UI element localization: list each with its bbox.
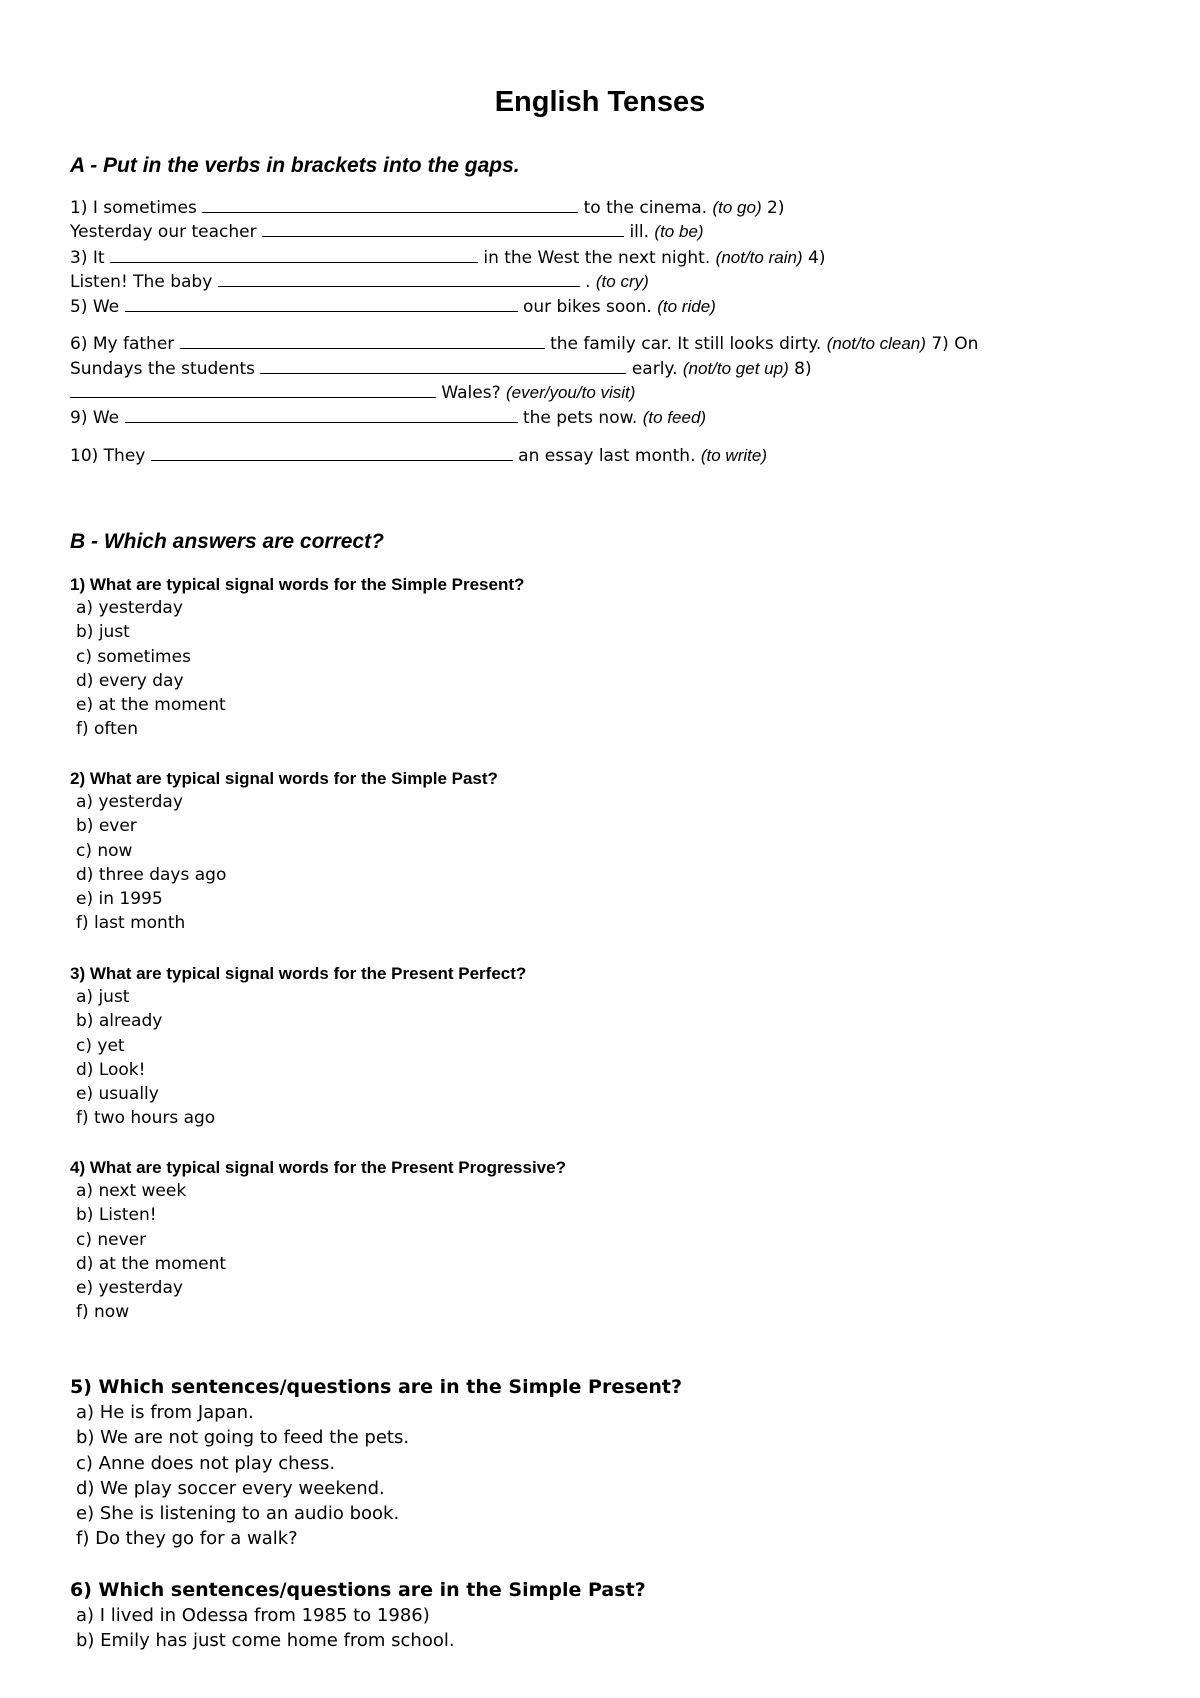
gap-5[interactable] — [125, 297, 518, 312]
gap-4[interactable] — [218, 272, 580, 287]
option[interactable]: b) We are not going to feed the pets. — [76, 1427, 410, 1449]
page-title: English Tenses — [494, 86, 706, 118]
option[interactable]: d) Look! — [76, 1059, 146, 1080]
option[interactable]: b) just — [76, 622, 130, 643]
question-5: 5) Which sentences/questions are in the Simple Present? — [70, 1376, 683, 1398]
gap-line-9: 9) We the pets now. (to feed) — [70, 408, 707, 428]
gap-line-6: 6) My father the family car. It still looks dirty. (not/to clean) 7) On — [70, 334, 979, 354]
option[interactable]: e) She is listening to an audio book. — [76, 1503, 400, 1525]
option[interactable]: a) next week — [76, 1181, 187, 1201]
option[interactable]: c) now — [76, 840, 133, 861]
option[interactable]: c) yet — [76, 1035, 125, 1056]
section-a-heading: A - Put in the verbs in brackets into the gaps. — [70, 154, 520, 177]
gap-line-4: Listen! The baby . (to cry) — [70, 272, 649, 292]
option[interactable]: f) last month — [76, 913, 186, 934]
gap-line-3: 3) It in the West the next night. (not/to rain) 4) — [70, 248, 826, 268]
gap-10[interactable] — [151, 446, 513, 461]
gap-8[interactable] — [70, 383, 436, 398]
option[interactable]: f) often — [76, 719, 139, 740]
question-6-options — [76, 1603, 455, 1654]
option[interactable]: b) already — [76, 1011, 163, 1032]
option[interactable]: f) now — [76, 1302, 130, 1323]
question-1: 1) What are typical signal words for the Simple Present? — [70, 575, 525, 594]
option[interactable]: b) Emily has just come home from school. — [76, 1630, 455, 1652]
option[interactable]: a) He is from Japan. — [76, 1402, 254, 1423]
question-4: 4) What are typical signal words for the Present Progressive? — [70, 1158, 566, 1177]
gap-9[interactable] — [125, 408, 518, 423]
question-2-options — [76, 790, 226, 936]
gap-1[interactable] — [202, 198, 578, 213]
option[interactable]: f) Do they go for a walk? — [76, 1528, 298, 1550]
option[interactable]: e) at the moment — [76, 695, 226, 716]
gap-line-8: Wales? (ever/you/to visit) — [70, 382, 635, 404]
gap-7[interactable] — [260, 359, 626, 374]
option[interactable]: d) We play soccer every weekend. — [76, 1477, 385, 1499]
question-1-options — [76, 596, 226, 742]
option[interactable]: e) usually — [76, 1084, 159, 1105]
option[interactable]: e) yesterday — [76, 1278, 183, 1299]
question-3-options — [76, 985, 215, 1131]
option[interactable]: c) Anne does not play chess. — [76, 1452, 336, 1474]
gap-line-7: Sundays the students early. (not/to get up) 8) — [70, 359, 812, 379]
question-6: 6) Which sentences/questions are in the Simple Past? — [70, 1579, 646, 1601]
option[interactable]: a) just — [76, 987, 130, 1007]
option[interactable]: b) Listen! — [76, 1205, 157, 1226]
gap-line-10: 10) They an essay last month. (to write) — [70, 446, 767, 466]
gap-3[interactable] — [110, 248, 478, 263]
gap-2[interactable] — [262, 222, 624, 237]
gap-line-5: 5) We our bikes soon. (to ride) — [70, 297, 716, 317]
option[interactable]: e) in 1995 — [76, 889, 163, 910]
option[interactable]: b) ever — [76, 816, 137, 837]
question-5-options — [76, 1400, 409, 1552]
question-3: 3) What are typical signal words for the Present Perfect? — [70, 964, 527, 983]
section-b-heading: B - Which answers are correct? — [70, 530, 384, 553]
option[interactable]: d) three days ago — [76, 864, 227, 885]
option[interactable]: d) every day — [76, 670, 184, 691]
gap-line-2: Yesterday our teacher ill. (to be) — [70, 222, 704, 242]
option[interactable]: d) at the moment — [76, 1253, 227, 1274]
gap-line-1: 1) I sometimes to the cinema. (to go) 2) — [70, 198, 785, 218]
option[interactable]: a) yesterday — [76, 792, 183, 812]
option[interactable]: a) I lived in Odessa from 1985 to 1986) — [76, 1605, 430, 1626]
option[interactable]: f) two hours ago — [76, 1108, 216, 1129]
gap-6[interactable] — [180, 334, 545, 349]
option[interactable]: c) never — [76, 1229, 147, 1250]
question-4-options — [76, 1179, 226, 1325]
question-2: 2) What are typical signal words for the Simple Past? — [70, 769, 498, 788]
option[interactable]: c) sometimes — [76, 646, 191, 667]
option[interactable]: a) yesterday — [76, 598, 183, 618]
